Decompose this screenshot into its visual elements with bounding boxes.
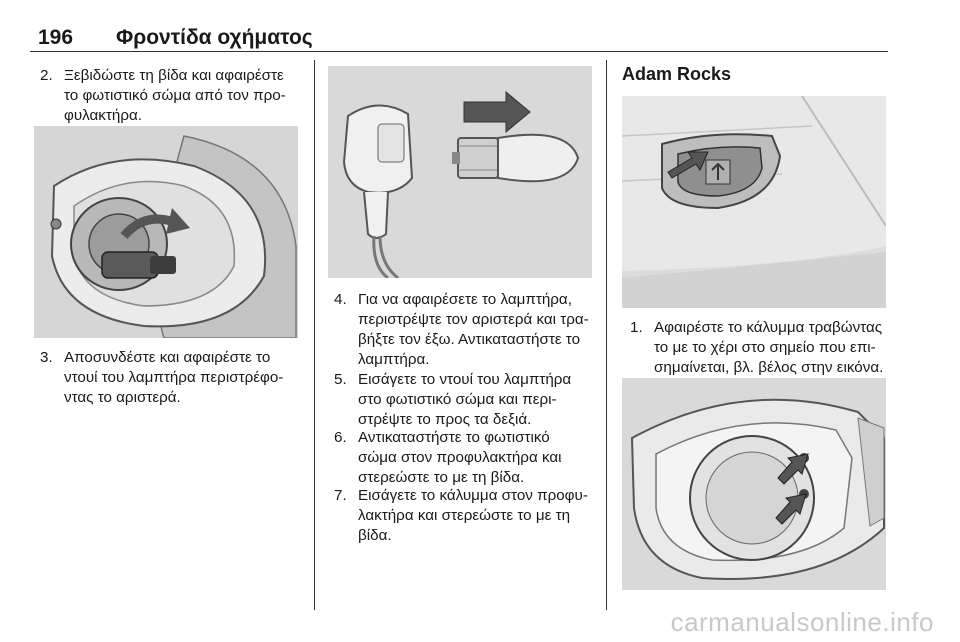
step-number: 7. bbox=[334, 487, 347, 504]
step-4 bbox=[334, 290, 602, 372]
step-number: 4. bbox=[334, 291, 347, 308]
figure-bulb-removal bbox=[328, 66, 592, 278]
step-text: Αφαιρέστε το κάλυμμα τραβώντας το με το χέρι στο σημείο που επι- σημαίνεται, βλ. βέλος στην εικόνα. bbox=[654, 319, 884, 376]
step-number: 5. bbox=[334, 371, 347, 388]
step-number: 1. bbox=[630, 319, 643, 336]
section-title: Adam Rocks bbox=[622, 64, 732, 84]
column-divider-left bbox=[314, 60, 315, 610]
step-text: Αντικαταστήστε το φωτιστικό σώμα στον προφυλακτήρα και στερεώστε το με τη βίδα. bbox=[358, 429, 562, 486]
step-5 bbox=[334, 370, 602, 432]
step-number: 3. bbox=[40, 349, 53, 366]
step-7 bbox=[334, 486, 602, 548]
step-adam-1 bbox=[630, 318, 900, 380]
page-header bbox=[30, 26, 890, 52]
step-text: Εισάγετε το κάλυμμα στον προφυ- λακτήρα και στερεώστε το με τη βίδα. bbox=[358, 487, 588, 544]
header-divider bbox=[30, 51, 888, 52]
step-text: Εισάγετε το ντουί του λαμπτήρα στο φωτιστικό σώμα και περι- στρέψτε το προς τα δεξιά. bbox=[358, 371, 572, 428]
column-divider-right bbox=[606, 60, 607, 610]
step-2 bbox=[40, 66, 310, 128]
step-text: Ξεβιδώστε τη βίδα και αφαιρέστε το φωτιστικό σώμα από τον προ- φυλακτήρα. bbox=[64, 67, 286, 124]
step-text: Αποσυνδέστε και αφαιρέστε το ντουί του λαμπτήρα περιστρέφο- ντας το αριστερά. bbox=[64, 349, 284, 406]
step-text: Για να αφαιρέσετε το λαμπτήρα, περιστρέψτε τον αριστερά και τρα- βήξτε τον έξω. Αντικαταστήστε το λαμπτήρα. bbox=[358, 291, 589, 368]
page-number: 196 bbox=[38, 26, 74, 49]
step-number: 6. bbox=[334, 429, 347, 446]
step-3 bbox=[40, 348, 310, 410]
chapter-title: Φροντίδα οχήματος bbox=[116, 26, 313, 49]
step-number: 2. bbox=[40, 67, 53, 84]
figure-cover-screws bbox=[622, 378, 886, 590]
figure-bumper-cover bbox=[622, 96, 886, 308]
figure-headlamp-housing bbox=[34, 126, 298, 338]
step-6 bbox=[334, 428, 602, 490]
watermark: carmanualsonline.info bbox=[670, 607, 934, 637]
